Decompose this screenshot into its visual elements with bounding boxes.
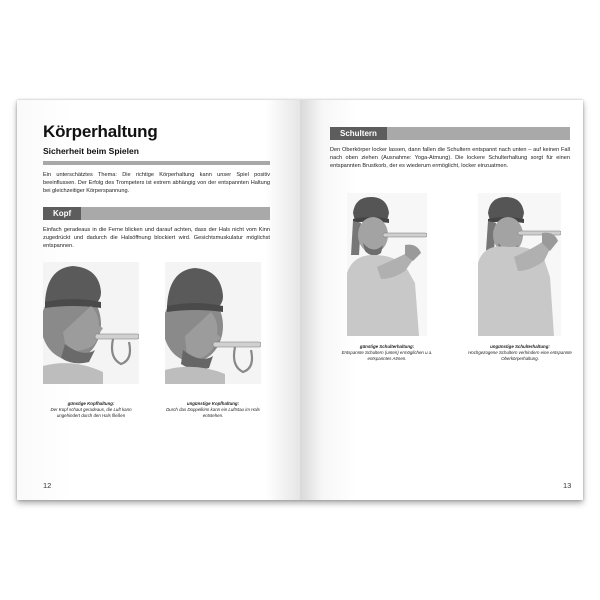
page-number-right: 13 bbox=[563, 481, 572, 490]
caption-text: Der Kopf schaut geradeaus, die Luft kann ungehindert durch den Hals fließen bbox=[50, 407, 132, 418]
photo-good-head-posture bbox=[43, 262, 139, 384]
section-header-kopf bbox=[43, 207, 270, 220]
caption-title: günstige Schulterhaltung: bbox=[359, 344, 415, 349]
kopf-paragraph: Einfach geradeaus in die Ferne blicken und darauf achten, dass der Hals nicht vom Kinn zugedrückt und dadurch die Halsöffnung blockiert wird. Gesichtsmuskulatur möglichst entspannen. bbox=[43, 227, 270, 249]
section-header-schultern bbox=[330, 127, 570, 140]
open-book bbox=[17, 100, 583, 500]
caption-good-shoulder bbox=[335, 344, 439, 362]
photo-bad-head-posture bbox=[165, 262, 261, 384]
section-label: Kopf bbox=[43, 207, 81, 220]
caption-title: ungünstige Schulterhaltung: bbox=[490, 344, 550, 349]
caption-title: ungünstige Kopfhaltung: bbox=[186, 401, 240, 406]
right-page bbox=[300, 100, 583, 500]
caption-bad-head bbox=[161, 401, 265, 419]
caption-good-head bbox=[39, 401, 143, 419]
caption-text: Durch das Doppelkinn kann ein Luftstau im Hals entstehen. bbox=[166, 407, 260, 418]
page-subtitle: Sicherheit beim Spielen bbox=[43, 146, 139, 156]
title-rule bbox=[43, 161, 270, 165]
page-number-left: 12 bbox=[43, 481, 52, 490]
schultern-paragraph: Den Oberkörper locker lassen, dann fallen die Schultern entspannt nach unten – auf keinen Fall nach oben ziehen (Ausnahme: Yoga-Atmung). Die lockere Schulterhaltung sorgt für einen entspannten Brustkorb, der es wiederum ermöglicht, locker einzuatmen. bbox=[330, 147, 570, 169]
caption-text: Entspannte Schultern (unten) ermöglichen u.a. entspanntes Atmen. bbox=[341, 350, 433, 361]
caption-title: günstige Kopfhaltung: bbox=[67, 401, 115, 406]
photo-bad-shoulder-posture bbox=[478, 193, 561, 336]
photo-good-shoulder-posture bbox=[347, 193, 427, 336]
caption-bad-shoulder bbox=[468, 344, 572, 362]
caption-text: Hochgezogene Schultern verhindern eine entspannte Oberkörperhaltung. bbox=[468, 350, 572, 361]
left-page bbox=[17, 100, 300, 500]
intro-paragraph: Ein unterschätztes Thema: Die richtige Körperhaltung kann unser Spiel positiv beeinflussen. Der Erfolg des Trompeters ist extrem abhängig von der entspannten Haltung bei gleichzeitiger Körperspannung. bbox=[43, 172, 270, 194]
section-label: Schultern bbox=[330, 127, 387, 140]
page-title: Körperhaltung bbox=[43, 122, 158, 141]
